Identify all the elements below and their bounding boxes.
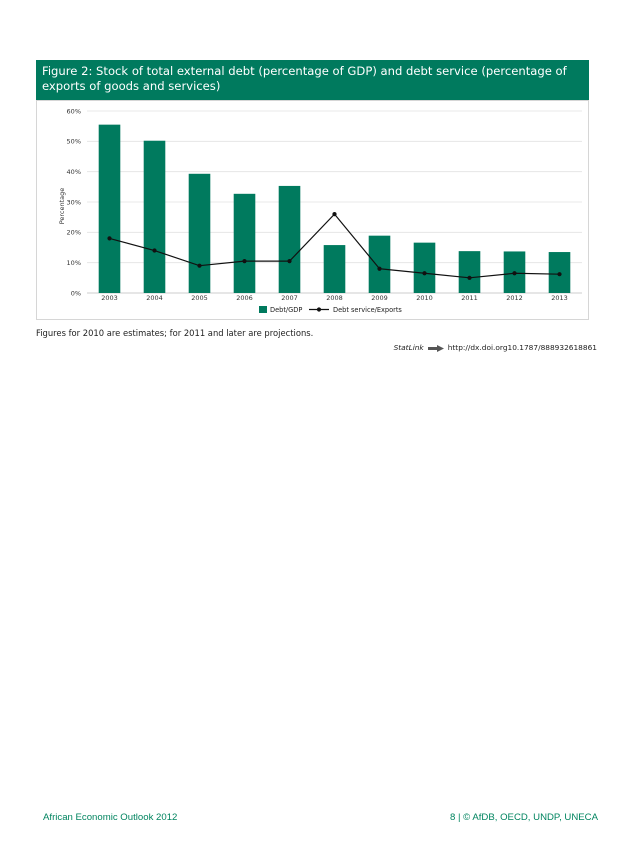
y-axis-label: Percentage (58, 187, 66, 225)
statlink[interactable] (394, 343, 597, 352)
bar-debt-gdp (189, 174, 211, 293)
bar-debt-gdp (234, 194, 256, 293)
x-tick-label: 2012 (506, 294, 523, 302)
legend-label-debt-service: Debt service/Exports (333, 306, 402, 314)
bar-debt-gdp (369, 236, 391, 293)
bar-debt-gdp (459, 251, 481, 293)
point-debt-service (467, 276, 471, 280)
point-debt-service (197, 264, 201, 268)
x-tick-label: 2013 (551, 294, 568, 302)
statlink-url[interactable]: http://dx.doi.org10.1787/888932618861 (447, 343, 597, 352)
legend-swatch-debt-gdp (259, 306, 267, 313)
figure-title: Figure 2: Stock of total external debt (percentage of GDP) and debt service (percentage of exports of goods and services) (36, 60, 589, 100)
footer-publication: African Economic Outlook 2012 (43, 812, 178, 823)
x-tick-label: 2007 (281, 294, 298, 302)
point-debt-service (332, 212, 336, 216)
statlink-brand: StatLink (393, 343, 424, 352)
legend-marker-debt-service (317, 307, 321, 311)
legend-label-debt-gdp: Debt/GDP (270, 306, 303, 314)
y-tick-label: 0% (70, 289, 81, 298)
bar-debt-gdp (414, 243, 436, 293)
x-tick-label: 2003 (101, 294, 118, 302)
bar-debt-gdp (279, 186, 301, 293)
x-tick-label: 2004 (146, 294, 163, 302)
bar-debt-gdp (144, 141, 166, 293)
chart-panel (36, 100, 589, 320)
x-tick-label: 2008 (326, 294, 343, 302)
x-tick-labels (101, 294, 568, 302)
y-tick-label: 10% (66, 258, 81, 267)
chart-svg (37, 101, 590, 321)
statlink-arrow-icon (428, 345, 444, 351)
x-tick-label: 2005 (191, 294, 208, 302)
x-tick-label: 2010 (416, 294, 433, 302)
x-tick-label: 2009 (371, 294, 388, 302)
point-debt-service (242, 259, 246, 263)
point-debt-service (377, 267, 381, 271)
point-debt-service (152, 248, 156, 252)
figure-note: Figures for 2010 are estimates; for 2011 and later are projections. (36, 328, 314, 338)
y-tick-labels (67, 107, 81, 297)
x-tick-label: 2006 (236, 294, 253, 302)
point-debt-service (557, 272, 561, 276)
bar-debt-gdp (99, 125, 121, 293)
footer-page-info: 8 | © AfDB, OECD, UNDP, UNECA (450, 812, 598, 823)
y-tick-label: 20% (66, 228, 81, 237)
point-debt-service (107, 236, 111, 240)
point-debt-service (287, 259, 291, 263)
bars (99, 125, 571, 293)
y-tick-label: 50% (66, 137, 81, 146)
bar-debt-gdp (324, 245, 346, 293)
y-tick-label: 60% (66, 107, 81, 116)
legend (259, 306, 402, 314)
x-tick-label: 2011 (461, 294, 478, 302)
y-tick-label: 40% (66, 167, 81, 176)
y-tick-label: 30% (66, 198, 81, 207)
point-debt-service (512, 271, 516, 275)
point-debt-service (422, 271, 426, 275)
